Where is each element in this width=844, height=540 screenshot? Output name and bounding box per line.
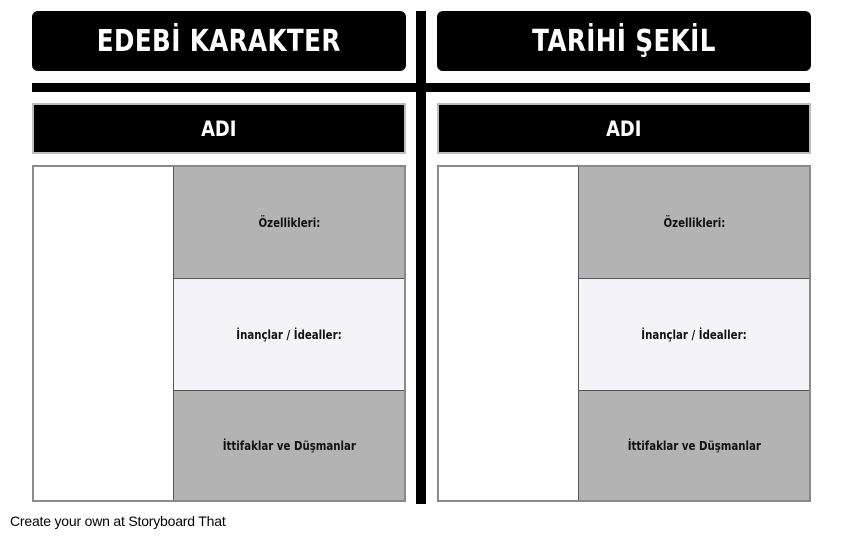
alliances-enemies-cell[interactable]: İttifaklar ve Düşmanlar <box>579 391 809 500</box>
character-card <box>32 165 406 502</box>
beliefs-ideals-cell[interactable]: İnançlar / İdealler: <box>579 279 809 391</box>
beliefs-ideals-cell[interactable]: İnançlar / İdealler: <box>174 279 404 391</box>
vertical-divider <box>416 11 426 504</box>
portrait-area[interactable] <box>34 167 174 500</box>
alliances-enemies-cell[interactable]: İttifaklar ve Düşmanlar <box>174 391 404 500</box>
column-title-literary-character: EDEBİ KARAKTER <box>32 11 406 71</box>
footer-credit[interactable]: Create your own at Storyboard That <box>10 513 226 529</box>
name-label-box: ADI <box>437 103 811 154</box>
column-title-historical-figure: TARİHİ ŞEKİL <box>437 11 811 71</box>
traits-cell[interactable]: Özellikleri: <box>174 167 404 279</box>
portrait-area[interactable] <box>439 167 579 500</box>
figure-card <box>437 165 811 502</box>
traits-cell[interactable]: Özellikleri: <box>579 167 809 279</box>
name-label-box: ADI <box>32 103 406 154</box>
